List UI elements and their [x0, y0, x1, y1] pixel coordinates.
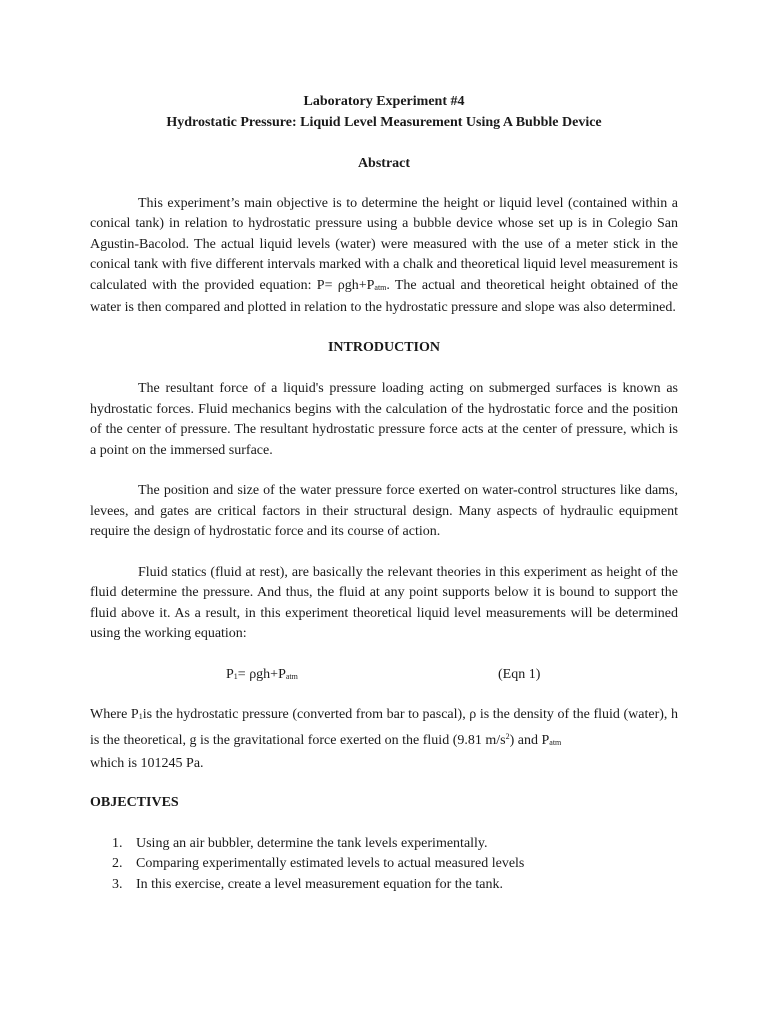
where-part-1: Where P: [90, 706, 139, 722]
equation-p-subscript: 1: [233, 671, 238, 681]
where-part-3: ) and P: [509, 733, 550, 748]
objectives-heading: OBJECTIVES: [90, 795, 179, 810]
experiment-title: Hydrostatic Pressure: Liquid Level Measurement Using A Bubble Device: [166, 114, 602, 130]
where-part-4: which is 101245 Pa.: [90, 755, 204, 771]
where-p-subscript: 1: [138, 711, 143, 721]
introduction-heading: INTRODUCTION: [327, 339, 440, 355]
objective-number: 2.: [112, 856, 123, 871]
objective-item: [90, 875, 678, 896]
equation-p-symbol: P: [226, 666, 234, 682]
abstract-text-tail: . The actual and theoretical height obtained of the water is then compared and plotted in relation to the hydrostatic pressure and slope was also determined.: [90, 277, 678, 315]
equation-expression: [226, 665, 298, 688]
experiment-number-title: Laboratory Experiment #4: [303, 94, 465, 109]
objective-text: Comparing experimentally estimated levels to actual measured levels: [136, 856, 525, 871]
where-atm-subscript: atm: [549, 738, 562, 747]
where-part-2: is the hydrostatic pressure (converted from bar to pascal), ρ is the density of the fluid (water), h is the theoretical, g is the gravitational force exerted on the fluid (9.81 m/s: [90, 706, 679, 748]
equation-atm-subscript: atm: [285, 671, 298, 681]
where-superscript: 2: [505, 732, 510, 741]
objective-number: 3.: [112, 876, 123, 892]
objective-text: Using an air bubbler, determine the tank levels experimentally.: [136, 835, 488, 851]
objectives-list: [90, 834, 678, 896]
abstract-heading: Abstract: [357, 156, 411, 171]
objective-item: [90, 834, 678, 855]
introduction-paragraph-1: The resultant force of a liquid's pressure loading acting on submerged surfaces is known as hydrostatic forces. Fluid mechanics begins with the calculation of the hydrostatic force and the position of the center of pressure. The resultant hydrostatic pressure force acts at the center of pressure, which is a point on the immersed surface.: [90, 381, 678, 458]
where-paragraph: [90, 705, 678, 775]
abstract-paragraph: [90, 194, 678, 319]
introduction-paragraph-2: The position and size of the water pressure force exerted on water-control structures like dams, levees, and gates are critical factors in their structural design. Many aspects of hydraulic equipment require the design of hydrostatic force and its course of action.: [90, 483, 678, 539]
document-body: [90, 92, 678, 895]
introduction-paragraph-3: Fluid statics (fluid at rest), are basically the relevant theories in this experiment as height of the fluid determine the pressure. And thus, the fluid at any point supports below it is bound to support the fluid above it. As a result, in this experiment theoretical liquid level measurements will be determined using the working equation:: [90, 564, 678, 641]
objective-number: 1.: [112, 835, 123, 851]
equation-row: [90, 665, 678, 685]
objective-text: In this exercise, create a level measurement equation for the tank.: [136, 876, 503, 892]
equation-body: = ρgh+P: [237, 666, 286, 682]
abstract-atm-subscript: atm: [374, 282, 387, 292]
equation-number: (Eqn 1): [498, 666, 541, 682]
objective-item: [90, 854, 678, 875]
abstract-text-main: This experiment’s main objective is to determine the height or liquid level (contained within a conical tank) in relation to hydrostatic pressure using a bubble device whose set up is in Colegio San Agustin-Bacolod. The actual liquid levels (water) were measured with the use of a meter stick in the conical tank with five different intervals marked with a chalk and theoretical liquid level measurement is calculated with the provided equation: P= ρgh+P: [90, 195, 678, 293]
